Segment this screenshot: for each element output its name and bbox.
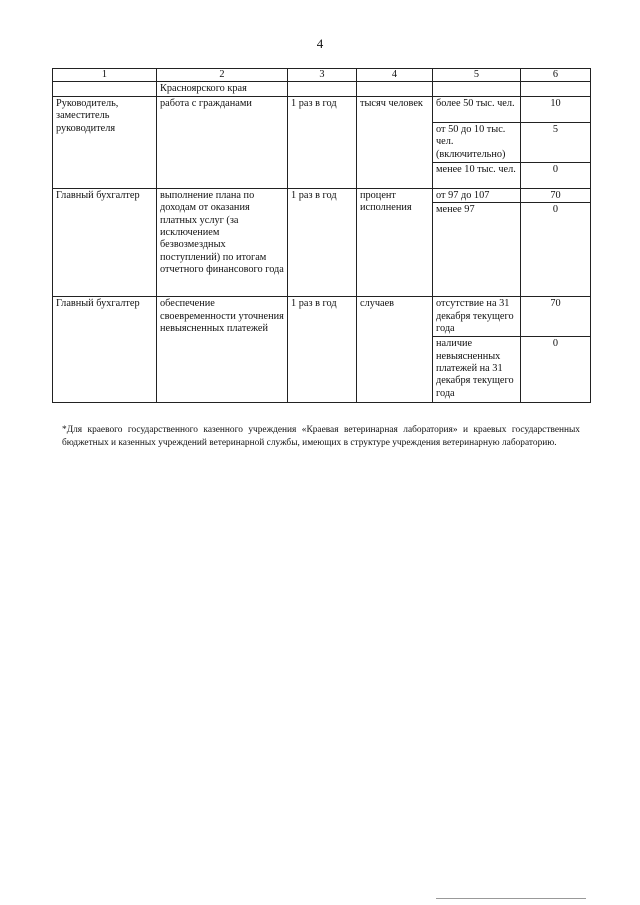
continuation-cell: Красноярского края (157, 82, 288, 96)
score-cell: 70 (521, 297, 591, 337)
column-header-1: 1 (53, 69, 157, 82)
column-header-2: 2 (157, 69, 288, 82)
score-cell: 0 (521, 162, 591, 188)
column-header-3: 3 (288, 69, 357, 82)
scan-edge-line (436, 898, 586, 899)
position-cell: Главный бухгалтер (53, 188, 157, 296)
table-row (53, 297, 591, 337)
condition-cell: наличие невыясненных платежей на 31 декабря текущего года (433, 337, 521, 403)
continuation-row (53, 82, 591, 96)
position-cell: Главный бухгалтер (53, 297, 157, 403)
criteria-table (52, 68, 591, 403)
condition-cell: менее 10 тыс. чел. (433, 162, 521, 188)
condition-cell: отсутствие на 31 декабря текущего года (433, 297, 521, 337)
score-cell: 0 (521, 203, 591, 297)
column-header-5: 5 (433, 69, 521, 82)
indicator-cell: обеспечение своевременности уточнения невыясненных платежей (157, 297, 288, 403)
condition-cell: более 50 тыс. чел. (433, 96, 521, 122)
page-number: 4 (316, 36, 324, 51)
unit-cell: случаев (357, 297, 433, 403)
unit-cell: процент исполнения (357, 188, 433, 296)
table-row (53, 188, 591, 202)
indicator-cell: работа с гражданами (157, 96, 288, 188)
column-header-6: 6 (521, 69, 591, 82)
unit-cell: тысяч человек (357, 96, 433, 188)
frequency-cell: 1 раз в год (288, 297, 357, 403)
score-cell: 5 (521, 122, 591, 162)
position-cell: Руководитель, заместитель руководителя (53, 96, 157, 188)
score-cell: 10 (521, 96, 591, 122)
frequency-cell: 1 раз в год (288, 96, 357, 188)
score-cell: 70 (521, 188, 591, 202)
frequency-cell: 1 раз в год (288, 188, 357, 296)
column-header-4: 4 (357, 69, 433, 82)
condition-cell: менее 97 (433, 203, 521, 297)
condition-cell: от 97 до 107 (433, 188, 521, 202)
table-row (53, 96, 591, 122)
score-cell: 0 (521, 337, 591, 403)
footnote: *Для краевого государственного казенного учреждения «Краевая ветеринарная лаборатория» и краевых государственных бюджетных и казенных учреждений ветеринарной службы, имеющих в структуре учреждения ветеринарную лабораторию. (62, 425, 580, 448)
table-header-row (53, 69, 591, 82)
condition-cell: от 50 до 10 тыс. чел. (включительно) (433, 122, 521, 162)
indicator-cell: выполнение плана по доходам от оказания платных услуг (за исключением безвозмездных поступлений) по итогам отчетного финансового года (157, 188, 288, 296)
